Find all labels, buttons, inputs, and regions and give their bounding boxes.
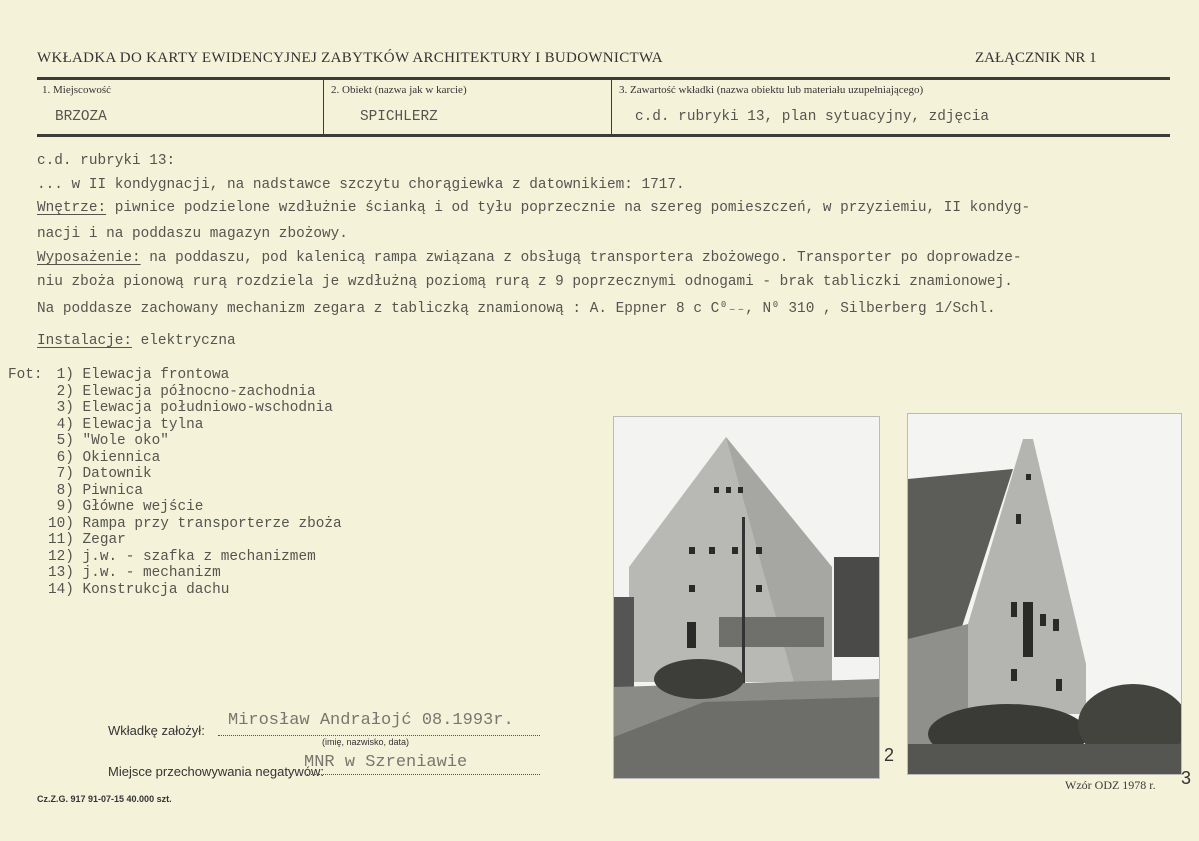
photo-number: 2 <box>884 745 895 765</box>
body-line: niu zboża pionową rurą rozdziela je wzdłużną poziomą rurą z 9 poprzecznymi odnogami - brak tabliczki znamionowej. <box>37 274 1013 290</box>
body-line <box>37 200 1030 216</box>
equipment-text: na poddaszu, pod kalenicą rampa związana z obsługą transportera zbożowego. Transporter po doprowadze- <box>140 250 1022 266</box>
photo-list-item: 13) j.w. - mechanizm <box>48 565 221 581</box>
author-line <box>218 735 540 736</box>
photo-number: 3 <box>1181 768 1192 788</box>
author-value: Mirosław Andrałojć 08.1993r. <box>228 711 514 730</box>
print-info: Cz.Z.G. 917 91-07-15 40.000 szt. <box>37 794 172 804</box>
photo-list-item: 5) "Wole oko" <box>56 433 169 449</box>
interior-text: piwnice podzielone wzdłużnie ścianką i od tyłu poprzecznie na szereg pomieszczeń, w przyziemiu, II kondyg- <box>106 200 1031 216</box>
negatives-line <box>305 774 540 775</box>
document-title: WKŁADKA DO KARTY EWIDENCYJNEJ ZABYTKÓW ARCHITEKTURY I BUDOWNICTWA <box>37 50 663 66</box>
photo-list-item: 10) Rampa przy transporterze zboża <box>48 515 342 532</box>
photo-list-item: 12) j.w. - szafka z mechanizmem <box>48 548 316 565</box>
photo-gable-elevation <box>907 413 1182 775</box>
installations-text: elektryczna <box>132 333 236 349</box>
photo-list-item: 7) Datownik <box>56 466 152 482</box>
header-top-rule <box>37 77 1170 80</box>
photo-list-item: 11) Zegar <box>48 532 126 548</box>
field-label-object: 2. Obiekt (nazwa jak w karcie) <box>331 84 467 96</box>
photo-list-item: 8) Piwnica <box>56 482 143 499</box>
field-label-contents: 3. Zawartość wkładki (nazwa obiektu lub materiału uzupełniającego) <box>619 84 924 96</box>
photo-list-label: Fot: <box>8 367 43 383</box>
photo-list-item: 6) Okiennica <box>56 449 161 466</box>
field-value-locality: BRZOZA <box>55 109 107 125</box>
photo-list <box>48 367 342 598</box>
column-divider <box>323 80 324 135</box>
field-label-locality: 1. Miejscowość <box>42 84 112 96</box>
author-hint: (imię, nazwisko, data) <box>322 737 410 747</box>
template-info: Wzór ODZ 1978 r. <box>1065 778 1156 792</box>
equipment-label: Wyposażenie: <box>37 250 141 266</box>
header-bottom-rule <box>37 134 1170 137</box>
photo-list-item: 1) Elewacja frontowa <box>56 367 230 383</box>
field-value-contents: c.d. rubryki 13, plan sytuacyjny, zdjęcia <box>635 109 990 125</box>
body-line <box>37 250 1022 266</box>
photo-list-item: 9) Główne wejście <box>56 499 204 515</box>
body-line: ... w II kondygnacji, na nadstawce szczytu chorągiewka z datownikiem: 1717. <box>37 177 685 193</box>
annex-number: ZAŁĄCZNIK NR 1 <box>975 50 1097 66</box>
body-line: Na poddasze zachowany mechanizm zegara z tabliczką znamionową : A. Eppner 8 c C⁰₋₋, N⁰ 310 , Silberberg 1/Schl. <box>37 301 996 317</box>
author-label: Wkładkę założył: <box>108 723 205 738</box>
body-line <box>37 333 236 349</box>
installations-label: Instalacje: <box>37 333 132 349</box>
photo-list-item: 14) Konstrukcja dachu <box>48 581 230 598</box>
photo-front-elevation <box>613 416 880 779</box>
body-line: c.d. rubryki 13: <box>37 153 176 169</box>
photo-list-item: 4) Elewacja tylna <box>56 416 204 433</box>
photo-list-item: 2) Elewacja północno-zachodnia <box>56 383 316 400</box>
column-divider <box>611 80 612 135</box>
interior-label: Wnętrze: <box>37 200 107 216</box>
field-value-object: SPICHLERZ <box>360 109 438 125</box>
body-line: nacji i na poddaszu magazyn zbożowy. <box>37 226 348 242</box>
negatives-label: Miejsce przechowywania negatywów: <box>108 764 325 779</box>
photo-list-item: 3) Elewacja południowo-wschodnia <box>56 400 333 416</box>
negatives-value: MNR w Szreniawie <box>304 753 468 772</box>
